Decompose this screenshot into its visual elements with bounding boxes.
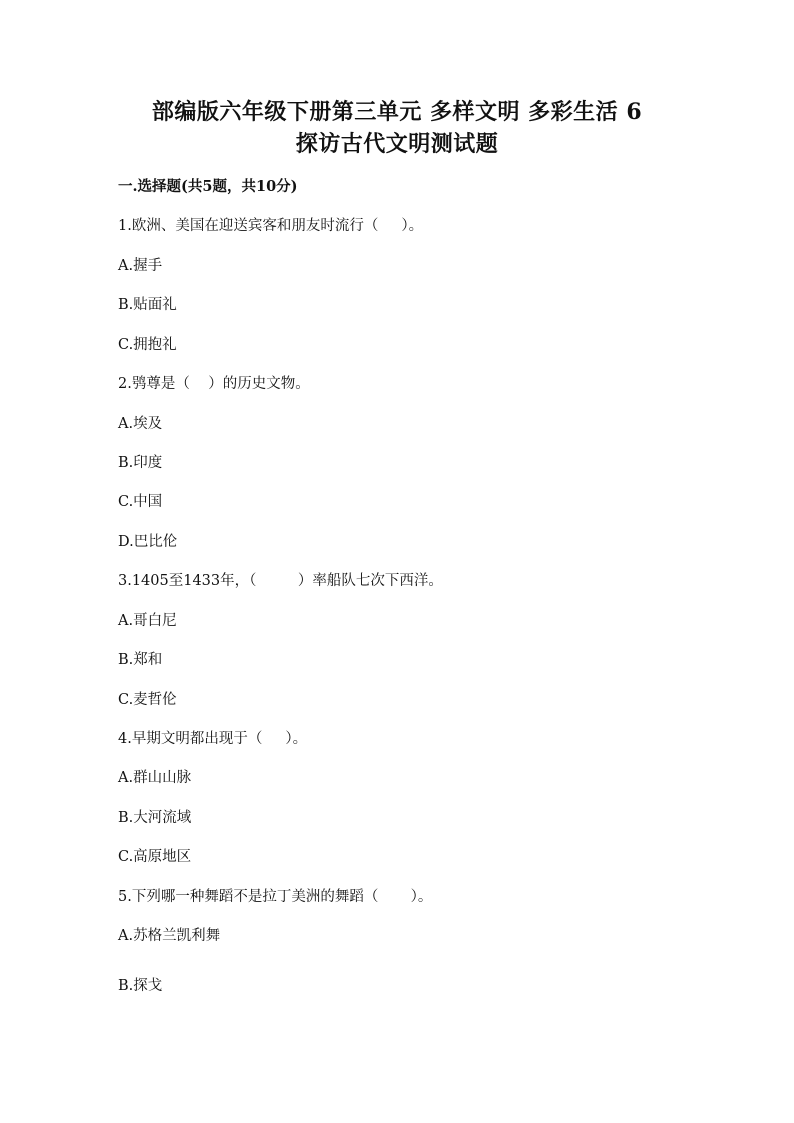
question-4-stem: 4.早期文明都出现于（ ）。 — [118, 731, 308, 747]
question-2-option-c: C.中国 — [118, 494, 163, 510]
question-2-option-b: B.印度 — [118, 455, 163, 471]
question-4-option-c: C.高原地区 — [118, 849, 192, 865]
question-5-option-a: A.苏格兰凯利舞 — [118, 928, 221, 944]
question-4-option-a: A.群山山脉 — [118, 770, 192, 786]
question-1-stem: 1.欧洲、美国在迎送宾客和朋友时流行（ ）。 — [118, 218, 424, 234]
document-title-line-2: 探访古代文明测试题 — [295, 131, 499, 157]
question-3-option-a: A.哥白尼 — [118, 613, 177, 629]
question-2-stem: 2.鸮尊是（ ）的历史文物。 — [118, 376, 310, 392]
section-heading: 一.选择题(共5题，共10分) — [118, 178, 298, 195]
document-title-line-1: 部编版六年级下册第三单元 多样文明 多彩生活 6 — [151, 99, 643, 125]
question-1-option-c: C.拥抱礼 — [118, 337, 177, 353]
question-4-option-b: B.大河流域 — [118, 810, 192, 826]
question-5-stem: 5.下列哪一种舞蹈不是拉丁美洲的舞蹈（ ）。 — [118, 889, 433, 905]
question-5-option-b: B.探戈 — [118, 978, 163, 994]
question-2-option-d: D.巴比伦 — [118, 534, 178, 550]
question-3-option-c: C.麦哲伦 — [118, 692, 177, 708]
question-3-stem: 3.1405至1433年，（ ）率船队七次下西洋。 — [118, 573, 443, 589]
question-3-option-b: B.郑和 — [118, 652, 163, 668]
question-1-option-b: B.贴面礼 — [118, 297, 177, 313]
question-1-option-a: A.握手 — [118, 258, 163, 274]
question-2-option-a: A.埃及 — [118, 416, 163, 432]
